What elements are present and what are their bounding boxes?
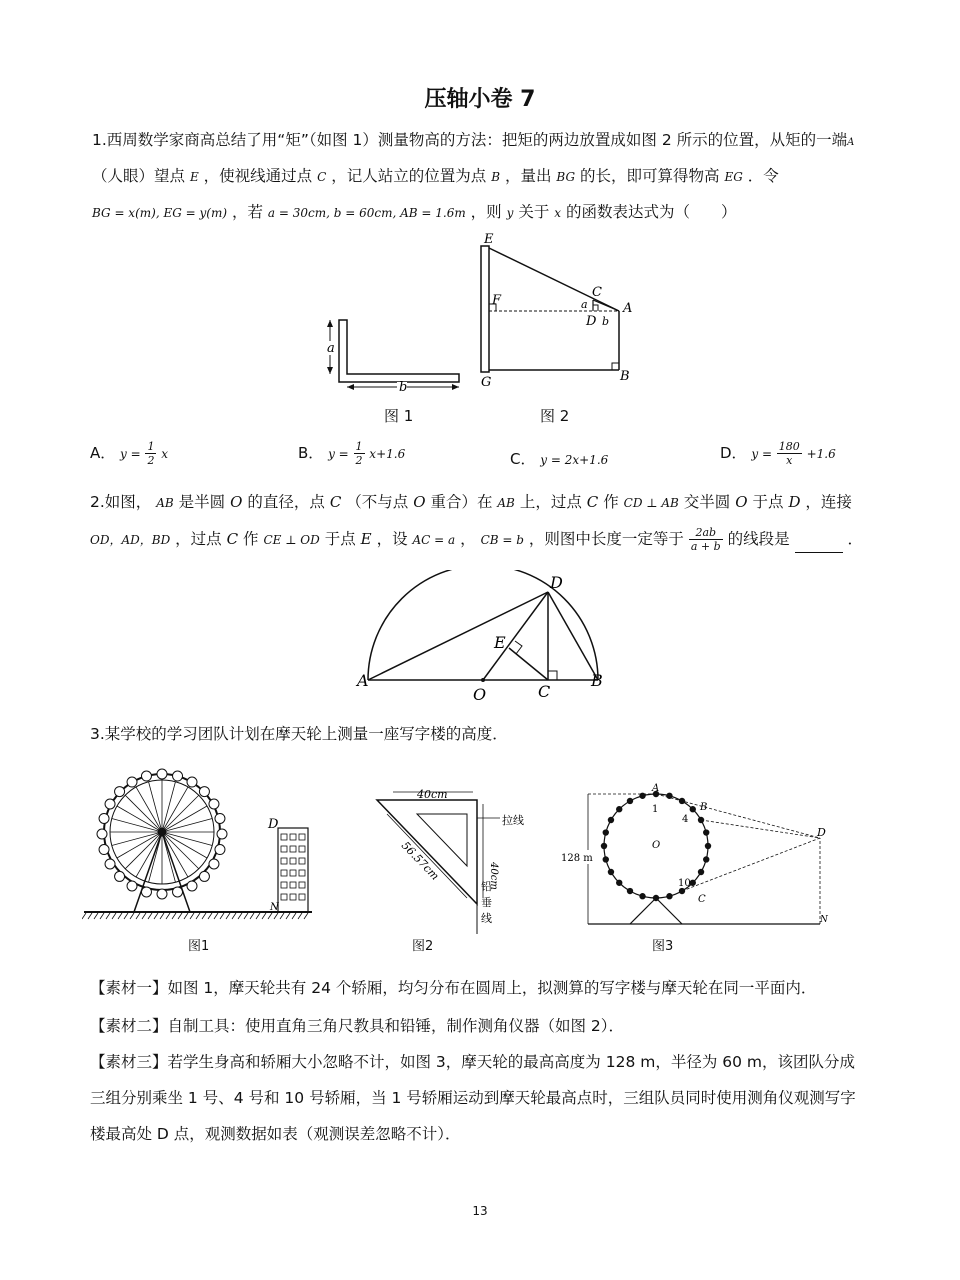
q3-fig2-side: 40cm <box>488 862 499 890</box>
q2-answer-blank[interactable] <box>795 538 843 553</box>
q1-fig1-caption: 图 1 <box>384 407 414 425</box>
q3-fig1-N: N <box>270 902 279 913</box>
option-d-post: +1.6 <box>806 447 836 461</box>
q3-figure-2 <box>365 786 540 936</box>
q3-fig3-height: 128 m <box>561 853 593 864</box>
office-building <box>278 828 308 912</box>
q1-l3-expr1: BG = x(m), EG = y(m) <box>92 206 227 220</box>
q2-l1-CDAB: CD ⊥ AB <box>623 496 679 510</box>
wheel-cabin-dot <box>705 843 711 849</box>
building-window <box>281 846 287 852</box>
ground-hatch-line <box>88 913 92 919</box>
q1-l2-a: （人眼）望点 <box>92 167 186 185</box>
q2-frac-num: 2ab <box>689 526 723 540</box>
q1-l2-b: ，使视线通过点 <box>203 167 313 185</box>
q2-l2-d: 于点 <box>324 530 356 548</box>
q1-l3-expr2: a = 30cm, b = 60cm, AB = 1.6m <box>267 206 466 220</box>
option-b-num: 1 <box>355 440 363 453</box>
option-a-num: 1 <box>147 440 155 453</box>
q1-fig2-b: b <box>602 315 610 328</box>
wheel-cabin-dot <box>666 793 672 799</box>
q1-option-a[interactable] <box>90 440 168 467</box>
wheel-cabin-dot <box>616 880 622 886</box>
q1-l2-d: ，量出 <box>504 167 552 185</box>
cabin <box>215 813 225 823</box>
q2-l1-C: C <box>329 493 342 511</box>
cabin <box>199 787 209 797</box>
q3-fig3-B: B <box>700 802 708 813</box>
option-b-post: x+1.6 <box>369 447 406 461</box>
q2-l2-h: 的线段是 <box>727 530 790 548</box>
q2-l1-g: 作 <box>603 493 619 511</box>
q2-l2-b: ，过点 <box>175 530 222 548</box>
wheel-cabin-dot <box>603 829 609 835</box>
q2-line1 <box>90 490 852 512</box>
cabin <box>157 889 167 899</box>
building-window <box>290 834 296 840</box>
ground-hatch-line <box>286 913 290 919</box>
ground-hatch-line <box>154 913 158 919</box>
building-window <box>290 870 296 876</box>
option-b-den: 2 <box>355 454 363 467</box>
ground-hatch-line <box>202 913 206 919</box>
q1-option-b[interactable] <box>298 440 405 467</box>
q3-fig3-O: O <box>652 840 661 851</box>
q1-l2-C: C <box>317 170 327 184</box>
q3-fig2-top: 40cm <box>417 788 448 801</box>
wheel-cabin-dot <box>703 856 709 862</box>
cabin <box>127 777 137 787</box>
ground-hatch-line <box>184 913 188 919</box>
q2-fig-B: B <box>591 671 603 690</box>
option-d-pre: y = <box>751 447 772 461</box>
cabin <box>173 771 183 781</box>
q1-l2-BG: BG <box>556 170 576 184</box>
q1-fig2-a: a <box>581 298 588 311</box>
wheel-cabin-dot <box>627 888 633 894</box>
option-b-fraction <box>354 440 365 467</box>
ground-hatch-line <box>172 913 176 919</box>
wheel-cabin-dot <box>608 817 614 823</box>
cabin <box>217 829 227 839</box>
q1-fig2-F: F <box>492 293 502 308</box>
q1-l3-x: x <box>554 206 562 220</box>
ground-hatch-line <box>118 913 122 919</box>
wheel-cabin-dot <box>627 798 633 804</box>
q1-l3-c: 关于 <box>518 203 550 221</box>
q2-l2-C: C <box>226 530 239 548</box>
building-window <box>299 846 305 852</box>
q2-fig-O: O <box>473 685 487 704</box>
ground-hatch-line <box>226 913 230 919</box>
ground-hatch-line <box>178 913 182 919</box>
spoke <box>162 819 212 832</box>
q2-l2-c: 作 <box>243 530 259 548</box>
q1-fig2-E: E <box>484 232 494 247</box>
ground-hatch-line <box>106 913 110 919</box>
cabin <box>127 881 137 891</box>
cabin <box>215 845 225 855</box>
q1-line1 <box>92 128 854 150</box>
q2-fig-D: D <box>550 573 563 592</box>
ground-hatch-line <box>304 913 308 919</box>
q2-fig-E: E <box>494 633 506 652</box>
q3-fig1-D: D <box>268 817 279 832</box>
wheel-cabin-dot <box>601 843 607 849</box>
q2-l1-O3: O <box>735 493 748 511</box>
q3-material-3b: 三组分别乘坐 1 号、4 号和 10 号轿厢，当 1 号轿厢运动到摩天轮最高点时，三组队员同时使用测角仪观测写字 <box>90 1089 856 1107</box>
ground-hatch-line <box>190 913 194 919</box>
ground-hatch-line <box>232 913 236 919</box>
option-a-pre: y = <box>120 447 141 461</box>
building-window <box>299 882 305 888</box>
building-window <box>290 846 296 852</box>
option-c-pre: y = 2x+1.6 <box>540 453 609 467</box>
cabin <box>187 777 197 787</box>
q3-fig3-four: 4 <box>682 814 689 825</box>
option-d-den: x <box>786 454 793 467</box>
q2-l1-O2: O <box>413 493 426 511</box>
q3-fig3-N: N <box>820 915 828 925</box>
q1-fig1-b: b <box>399 380 408 392</box>
ground-hatch-line <box>208 913 212 919</box>
q3-material-3a: 【素材三】若学生身高和轿厢大小忽略不计，如图 3，摩天轮的最高高度为 128 m，半径为 60 m，该团队分成 <box>90 1053 856 1071</box>
ground-hatch-line <box>280 913 284 919</box>
ground-hatch-line <box>238 913 242 919</box>
q1-line3 <box>92 200 737 222</box>
ground-hatch-line <box>130 913 134 919</box>
building-window <box>290 894 296 900</box>
wheel-cabin-dot <box>666 893 672 899</box>
building-window <box>281 894 287 900</box>
ground-hatch-line <box>160 913 164 919</box>
building-window <box>299 894 305 900</box>
q1-l3-y: y <box>506 206 514 220</box>
ground-hatch-line <box>256 913 260 919</box>
q3-fig3-ten: 10 <box>678 878 691 889</box>
option-a-post: x <box>161 447 169 461</box>
q2-l1-j: ，连接 <box>805 493 852 511</box>
ground-hatch-line <box>292 913 296 919</box>
cabin <box>99 813 109 823</box>
q2-figure <box>355 570 615 705</box>
q1-l3-b: ，则 <box>470 203 502 221</box>
spoke <box>112 832 162 845</box>
q1-l2-c: ，记人站立的位置为点 <box>331 167 487 185</box>
ground-hatch-line <box>268 913 272 919</box>
q1-l2-E: E <box>189 170 199 184</box>
q1-fig2-G: G <box>481 375 492 388</box>
q2-l1-D: D <box>788 493 801 511</box>
building-window <box>290 858 296 864</box>
q2-l2-e: ，设 <box>376 530 408 548</box>
spoke <box>112 819 162 832</box>
wheel-cabin-dot <box>616 806 622 812</box>
ground-hatch-line <box>148 913 152 919</box>
wheel-cabin-dot <box>653 895 659 901</box>
wheel-cabin-dot <box>698 869 704 875</box>
ground-hatch-line <box>112 913 116 919</box>
building-window <box>281 858 287 864</box>
q1-option-c[interactable] <box>510 448 608 469</box>
q3-fig3-one: 1 <box>652 804 659 815</box>
q1-figure-2 <box>475 228 645 388</box>
building-window <box>299 870 305 876</box>
building-window <box>299 858 305 864</box>
q2-l1-d: （不与点 <box>346 493 409 511</box>
q1-l2-e: 的长，即可算得物高 <box>579 167 720 185</box>
building-window <box>281 882 287 888</box>
q2-l1-a: 2.如图， <box>90 493 152 511</box>
ground-hatch-line <box>244 913 248 919</box>
q2-l1-C2: C <box>586 493 599 511</box>
q2-l1-i: 于点 <box>752 493 784 511</box>
spoke <box>162 782 175 832</box>
q2-fraction <box>689 526 723 553</box>
q1-fig2-D: D <box>586 314 597 329</box>
q3-figure-1 <box>82 758 332 933</box>
q2-l1-e: 重合）在 <box>430 493 493 511</box>
cabin <box>187 881 197 891</box>
option-d-letter: D． <box>720 444 747 462</box>
q2-l2-f: ， <box>460 530 476 548</box>
wheel-cabin-dot <box>603 856 609 862</box>
q1-l2-B: B <box>491 170 501 184</box>
q2-fig-C: C <box>538 682 551 701</box>
q2-l1-AB2: AB <box>497 496 515 510</box>
cabin <box>105 799 115 809</box>
ground-hatch-line <box>94 913 98 919</box>
option-a-fraction <box>145 440 156 467</box>
q3-fig3-A: A <box>652 783 660 794</box>
q1-option-d[interactable] <box>720 440 836 467</box>
q3-material-2: 【素材二】自制工具：使用直角三角尺教具和铅锤，制作测角仪器（如图 2）． <box>90 1017 625 1035</box>
option-b-letter: B． <box>298 444 324 462</box>
page-title: 压轴小卷 7 <box>424 87 536 112</box>
q2-l2-CBb: CB = b <box>480 533 524 547</box>
wheel-cabin-dot <box>698 817 704 823</box>
cabin <box>157 769 167 779</box>
ground-hatch-line <box>196 913 200 919</box>
q1-line2 <box>92 164 779 186</box>
q2-l1-O: O <box>230 493 243 511</box>
ferris-wheel <box>97 769 227 912</box>
q2-line2 <box>90 526 863 553</box>
building-window <box>281 834 287 840</box>
q3-intro: 3.某学校的学习团队计划在摩天轮上测量一座写字楼的高度． <box>90 725 508 743</box>
q1-fig2-caption: 图 2 <box>540 407 570 425</box>
cabin <box>209 799 219 809</box>
q2-l2-E: E <box>360 530 372 548</box>
q1-fig1-a: a <box>327 341 335 356</box>
cabin <box>105 859 115 869</box>
ground-hatch-line <box>262 913 266 919</box>
ground-hatch-line <box>298 913 302 919</box>
q1-line1-text: 1.西周数学家商高总结了用“矩”（如图 1）测量物高的方法：把矩的两边放置成如图 2 所示的位置，从矩的一端 <box>92 131 848 149</box>
q1-l2-EG: EG <box>724 170 743 184</box>
q3-material-3c: 楼最高处 D 点，观测数据如表（观测误差忽略不计）． <box>90 1125 461 1143</box>
page-number: 13 <box>472 1204 488 1218</box>
q3-fig2-r1: 拉线 <box>502 814 524 827</box>
q3-fig3-C: C <box>698 894 706 905</box>
q2-l1-h: 交半圆 <box>683 493 731 511</box>
q1-l3-d: 的函数表达式为（ ） <box>566 203 737 221</box>
q3-fig1-caption: 图1 <box>188 939 210 954</box>
q2-l2-CEOD: CE ⊥ OD <box>263 533 320 547</box>
q1-figure-1 <box>325 312 465 392</box>
q2-l1-b: 是半圆 <box>178 493 226 511</box>
wheel-cabin-dot <box>639 793 645 799</box>
building-window <box>290 882 296 888</box>
q3-fig3-D: D <box>817 826 826 839</box>
q2-fig-A: A <box>357 671 369 690</box>
ground-hatch-line <box>124 913 128 919</box>
ground-hatch-line <box>214 913 218 919</box>
cabin <box>97 829 107 839</box>
wheel-cabin-dot <box>690 806 696 812</box>
building-window <box>281 870 287 876</box>
building-window <box>299 834 305 840</box>
q1-l2-f: ．令 <box>747 167 779 185</box>
ground-hatch-line <box>142 913 146 919</box>
q2-l1-f: 上，过点 <box>519 493 582 511</box>
q1-l3-a: ，若 <box>231 203 263 221</box>
q2-l2-g: ，则图中长度一定等于 <box>528 530 684 548</box>
cabin <box>115 787 125 797</box>
cabin <box>199 871 209 881</box>
q3-fig2-r4: 线 <box>481 912 492 925</box>
q1-fig2-B: B <box>620 369 630 384</box>
ground-hatch-line <box>220 913 224 919</box>
q2-l2-i: ． <box>847 530 864 548</box>
q2-l2-a: OD，AD，BD <box>90 533 171 547</box>
q3-fig2-diag: 56.57cm <box>398 839 442 883</box>
ground-hatch-line <box>250 913 254 919</box>
ground-hatch-line <box>166 913 170 919</box>
cabin <box>209 859 219 869</box>
q1-fig2-C: C <box>592 285 602 300</box>
q3-figure-3 <box>558 782 838 932</box>
cabin <box>115 871 125 881</box>
option-a-letter: A． <box>90 444 116 462</box>
wheel-cabin-dot <box>608 869 614 875</box>
ground-hatch-line <box>274 913 278 919</box>
option-d-num: 180 <box>778 440 800 453</box>
wheel-cabin-dot <box>639 893 645 899</box>
wheel-cabin-dot <box>679 798 685 804</box>
q2-l1-AB: AB <box>156 496 174 510</box>
q3-fig2-caption: 图2 <box>412 939 434 954</box>
option-a-den: 2 <box>147 454 155 467</box>
ground-hatch-line <box>82 913 86 919</box>
cabin <box>141 771 151 781</box>
option-b-pre: y = <box>328 447 349 461</box>
ground-hatch-line <box>100 913 104 919</box>
q2-frac-den: a + b <box>690 540 721 553</box>
option-c-letter: C． <box>510 450 536 468</box>
q1-fig2-A: A <box>623 301 633 316</box>
spoke <box>149 782 162 832</box>
option-d-fraction <box>777 440 802 467</box>
wheel-cabin-dot <box>703 829 709 835</box>
q3-material-1: 【素材一】如图 1，摩天轮共有 24 个轿厢，均匀分布在圆周上，拟测算的写字楼与摩天轮在同一平面内． <box>90 979 817 997</box>
q3-fig2-r2: 铅 <box>481 880 492 893</box>
ground-hatch-line <box>136 913 140 919</box>
q2-l2-ACa: AC = a <box>412 533 456 547</box>
q3-fig2-r3: 垂 <box>481 896 492 909</box>
q3-fig3-caption: 图3 <box>652 939 674 954</box>
cabin <box>99 845 109 855</box>
q1-point-a: A <box>847 137 855 148</box>
q2-l1-c: 的直径，点 <box>247 493 325 511</box>
spoke <box>162 832 212 845</box>
